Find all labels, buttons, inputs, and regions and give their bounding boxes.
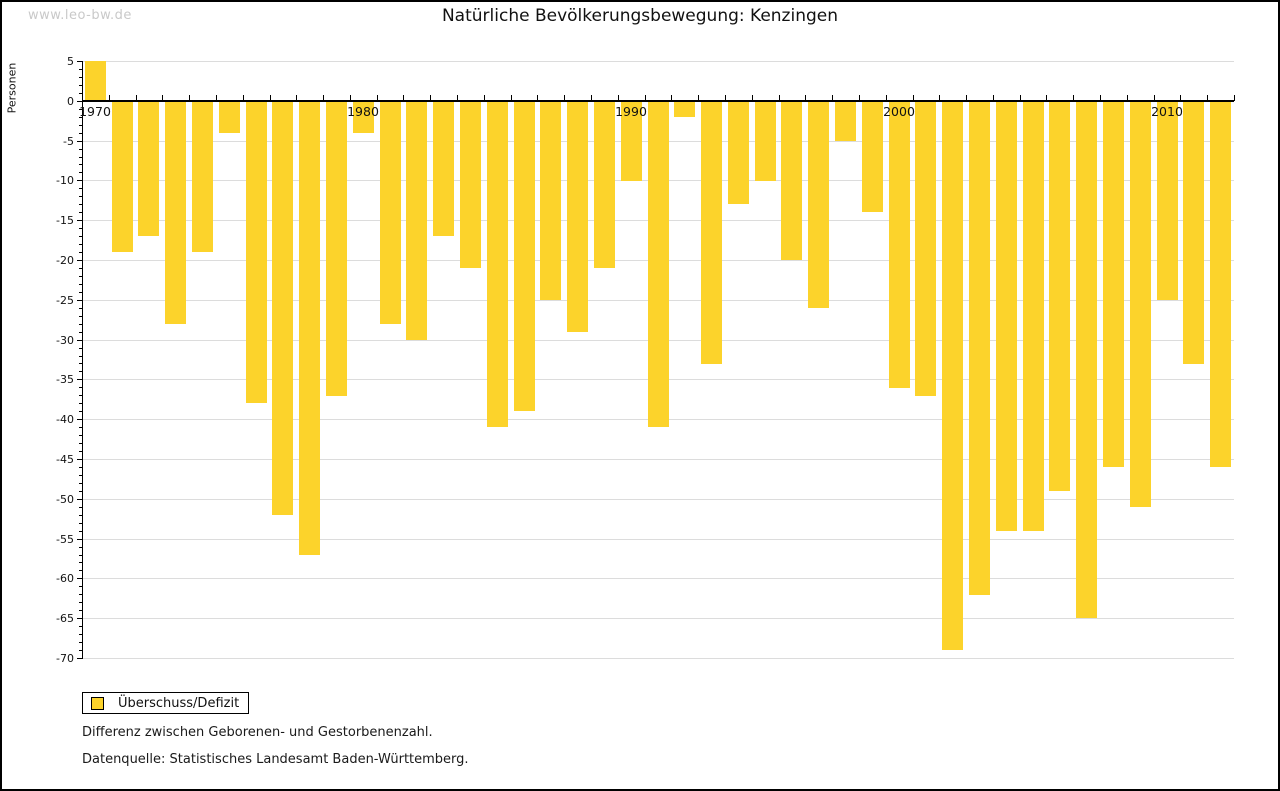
y-tick-label-5: 5 [67,55,74,68]
y-tick-label--40: -40 [56,413,74,426]
legend-swatch-icon [91,697,104,710]
y-tick-label--45: -45 [56,453,74,466]
legend-label: Überschuss/Defizit [118,695,240,711]
bar-2001 [915,101,936,396]
x-boundary-tick [671,95,672,101]
bar-2000 [889,101,910,388]
x-axis-zero-line [82,100,1234,102]
watermark: www.leo-bw.de [28,8,132,23]
y-tick-label--65: -65 [56,612,74,625]
x-boundary-tick [1100,95,1101,101]
bar-2005 [1023,101,1044,531]
x-boundary-tick [832,95,833,101]
bar-1986 [514,101,535,411]
bar-1974 [192,101,213,252]
bar-1970 [85,61,106,101]
bar-2004 [996,101,1017,531]
bar-1971 [112,101,133,252]
x-boundary-tick [109,95,110,101]
bar-1977 [272,101,293,515]
bar-1973 [165,101,186,324]
bar-1984 [460,101,481,268]
bar-1998 [835,101,856,141]
gridline--55 [82,539,1234,540]
x-boundary-tick [1154,95,1155,101]
x-boundary-tick [725,95,726,101]
x-boundary-tick [430,95,431,101]
x-boundary-tick [859,95,860,101]
bar-1989 [594,101,615,268]
x-boundary-tick [457,95,458,101]
bar-1981 [380,101,401,324]
x-boundary-tick [1180,95,1181,101]
y-tick-label--25: -25 [56,294,74,307]
y-tick-label--70: -70 [56,652,74,665]
bar-1975 [219,101,240,133]
x-boundary-tick [698,95,699,101]
bar-1987 [540,101,561,300]
bar-2011 [1183,101,1204,364]
x-boundary-tick [752,95,753,101]
bar-1999 [862,101,883,212]
bar-1972 [138,101,159,236]
x-boundary-tick [1073,95,1074,101]
x-tick-label-1970: 1970 [79,104,111,119]
bar-2008 [1103,101,1124,467]
gridline--65 [82,618,1234,619]
bar-1982 [406,101,427,340]
chart-title: Natürliche Bevölkerungsbewegung: Kenzingen [441,6,839,26]
bar-2002 [942,101,963,650]
bar-2007 [1076,101,1097,618]
y-tick-label--5: -5 [63,135,74,148]
x-boundary-tick [323,95,324,101]
x-boundary-tick [270,95,271,101]
bar-1993 [701,101,722,364]
y-tick-label--55: -55 [56,533,74,546]
bar-1988 [567,101,588,332]
x-boundary-tick [1234,95,1235,101]
bar-1997 [808,101,829,308]
bar-2006 [1049,101,1070,491]
x-boundary-tick [1207,95,1208,101]
bar-2012 [1210,101,1231,467]
x-tick-label-1980: 1980 [347,104,379,119]
bar-1994 [728,101,749,204]
y-tick-label--20: -20 [56,254,74,267]
gridline-5 [82,61,1234,62]
x-boundary-tick [162,95,163,101]
x-boundary-tick [993,95,994,101]
bar-1991 [648,101,669,427]
bar-1978 [299,101,320,555]
x-boundary-tick [1020,95,1021,101]
y-axis-line [82,61,83,659]
bar-1983 [433,101,454,236]
gridline--70 [82,658,1234,659]
x-boundary-tick [805,95,806,101]
x-boundary-tick [296,95,297,101]
x-boundary-tick [511,95,512,101]
gridline--60 [82,578,1234,579]
x-boundary-tick [243,95,244,101]
bar-1976 [246,101,267,403]
x-boundary-tick [1046,95,1047,101]
y-tick-label--50: -50 [56,493,74,506]
x-boundary-tick [1127,95,1128,101]
x-boundary-tick [591,95,592,101]
bar-1979 [326,101,347,396]
x-boundary-tick [913,95,914,101]
y-tick-label--15: -15 [56,214,74,227]
x-boundary-tick [484,95,485,101]
legend [82,692,249,714]
gridline--50 [82,499,1234,500]
bar-1985 [487,101,508,427]
bar-2010 [1157,101,1178,300]
y-tick-label--30: -30 [56,334,74,347]
x-boundary-tick [189,95,190,101]
x-boundary-tick [966,95,967,101]
x-boundary-tick [618,95,619,101]
x-boundary-tick [377,95,378,101]
x-boundary-tick [886,95,887,101]
y-tick-label--10: -10 [56,174,74,187]
y-tick-label--60: -60 [56,572,74,585]
x-tick-label-1990: 1990 [615,104,647,119]
x-boundary-tick [403,95,404,101]
x-tick-label-2010: 2010 [1151,104,1183,119]
x-boundary-tick [350,95,351,101]
bar-2009 [1130,101,1151,507]
bar-1992 [674,101,695,117]
x-boundary-tick [82,95,83,101]
bar-1996 [781,101,802,260]
y-tick-label-0: 0 [67,95,74,108]
x-tick-label-2000: 2000 [883,104,915,119]
x-boundary-tick [136,95,137,101]
x-boundary-tick [779,95,780,101]
data-source: Datenquelle: Statistisches Landesamt Baden-Württemberg. [82,752,469,767]
x-boundary-tick [939,95,940,101]
bar-2003 [969,101,990,595]
bar-1995 [755,101,776,181]
y-tick-label--35: -35 [56,373,74,386]
x-boundary-tick [216,95,217,101]
x-boundary-tick [537,95,538,101]
x-boundary-tick [564,95,565,101]
x-boundary-tick [645,95,646,101]
chart-description: Differenz zwischen Geborenen- und Gestorbenenzahl. [82,725,433,740]
y-axis-title: Personen [5,62,19,114]
